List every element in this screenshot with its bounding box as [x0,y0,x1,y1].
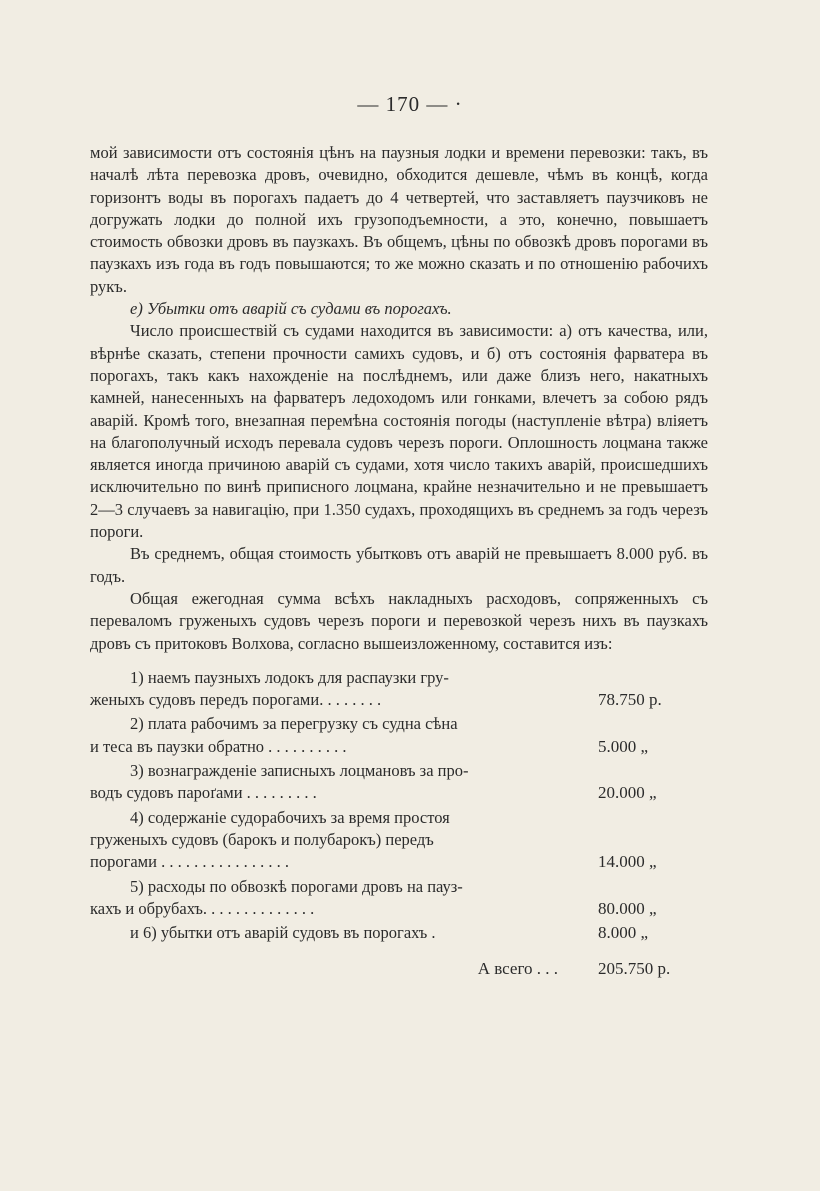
expense-item-line: и теса въ паузки обратно . . . . . . . . . . [90,736,347,756]
expense-item-4 [90,807,708,874]
expense-item-line: 2) плата рабочимъ за перегрузку съ судна сѣна [130,714,458,734]
expense-item-text [90,922,598,944]
expense-item-line: 5) расходы по обвозкѣ порогами дровъ на пауз- [130,876,463,896]
expense-item-line: 3) вознагражденіе записныхъ лоцмановъ за про- [130,761,469,781]
total-label: А всего . . . [477,959,558,979]
expense-item-6 [90,922,708,944]
expense-item-5 [90,876,708,921]
total-amount: 205.750 р. [598,959,671,979]
paragraph-4: Общая ежегодная сумма всѣхъ накладныхъ расходовъ, сопряженныхъ съ переваломъ груженыхъ судовъ черезъ пороги и перевозкой черезъ нихъ въ паузкахъ дровъ съ притоковъ Волхова, согласно вышеизложенному, составится изъ: [90,588,708,653]
expense-item-line: 1) наемъ паузныхъ лодокъ для распаузки гру- [130,667,449,687]
expense-item-text [90,807,598,874]
expense-amount: 5.000 „ [598,736,649,756]
expense-item-line: и 6) убытки отъ аварій судовъ въ порогахъ . [130,923,436,943]
paragraph-2: Число происшествій съ судами находится въ зависимости: а) отъ качества, или, вѣрнѣе сказать, степени прочности самихъ судовъ, и б) отъ состоянія фарватера въ порогахъ, такъ какъ нахожденіе на послѣднемъ, или даже близъ него, накатныхъ камней, нанесенныхъ на фарватеръ ледоходомъ или гонками, влечетъ за собою рядъ аварій. Кромѣ того, внезапная перемѣна состоянія погоды (наступленіе вѣтра) вліяетъ на благополучный исходъ перевала судовъ черезъ пороги. Оплошность лоцмана также является иногда причиною аварій съ судами, хотя число такихъ аварій, происшедшихъ исключительно по винѣ приписного лоцмана, крайне незначительно и не превышаетъ 2—3 случаевъ за навигацію, при 1.350 судахъ, проходящихъ въ среднемъ за годъ черезъ пороги. [90,321,708,542]
expense-item-1 [90,667,708,712]
section-heading-e: е) Убытки отъ аварій съ судами въ порогахъ. [130,299,452,319]
expense-item-line: груженыхъ судовъ (барокъ и полубарокъ) передъ [90,829,434,849]
page-body [90,142,708,981]
expense-item-line: женыхъ судовъ передъ порогами. . . . . . . . [90,690,382,710]
expense-item-text [90,713,598,758]
expense-item-line: кахъ и обрубахъ. . . . . . . . . . . . . . [90,898,315,918]
paragraph-3: Въ среднемъ, общая стоимость убытковъ отъ аварій не превышаетъ 8.000 руб. въ годъ. [90,544,708,586]
expense-list [90,667,708,945]
expense-item-2 [90,713,708,758]
expense-item-line: порогами . . . . . . . . . . . . . . . . [90,852,289,872]
expense-item-text [90,667,598,712]
expense-amount: 78.750 р. [598,690,662,710]
expense-amount: 20.000 „ [598,783,657,803]
expense-amount: 8.000 „ [598,923,649,943]
expense-item-text [90,876,598,921]
expense-total [90,958,708,980]
paragraph-1: мой зависимости отъ состоянія цѣнъ на паузныя лодки и времени перевозки: такъ, въ началѣ лѣта перевозка дровъ, очевидно, обходится дешевле, чѣмъ въ концѣ, когда горизонтъ воды въ порогахъ падаетъ до 4 четвертей, что заставляетъ паузчиковъ не догружать лодки до полной ихъ грузоподъемности, а это, конечно, повышаетъ стоимость обвозки дровъ въ паузкахъ. Въ общемъ, цѣны по обвозкѣ дровъ порогами въ паузкахъ изъ года въ годъ повышаются; то же можно сказать и по отношенію рабочихъ рукъ. [90,143,708,296]
expense-item-line: водъ судовъ пароґами . . . . . . . . . [90,783,317,803]
expense-item-line: 4) содержаніе судорабочихъ за время простоя [130,807,450,827]
expense-amount: 14.000 „ [598,852,657,872]
expense-item-text [90,760,598,805]
expense-item-3 [90,760,708,805]
expense-amount: 80.000 „ [598,898,657,918]
page-number-header: — 170 — · [357,92,463,116]
